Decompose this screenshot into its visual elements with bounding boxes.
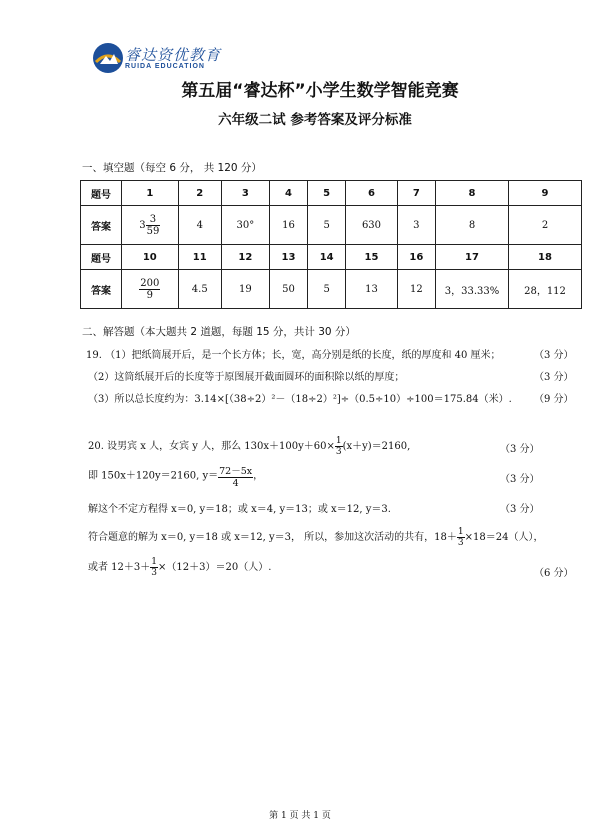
table-row (81, 206, 582, 245)
q19-line-3: （3）所以总长度约为：3.14×[（38÷2）²－（18÷2）²]÷（0.5÷10）÷100＝175.84（米）. (88, 394, 512, 405)
answer-cell: 2 (509, 206, 582, 245)
q20-line-3: 解这个不定方程得 x＝0, y＝18；或 x＝4, y＝13；或 x＝12, y＝3. (88, 504, 391, 515)
logo-name: 睿达资优教育 (125, 46, 222, 64)
page-title: 第五届“睿达杯”小学生数学智能竞赛 (181, 81, 459, 101)
logo-emblem-icon (92, 42, 124, 74)
answer-cell: 5 (308, 206, 346, 245)
page-footer: 第 1 页 共 1 页 (269, 811, 331, 821)
q20-line-1: 20. 设男宾 x 人，女宾 y 人，那么 130x＋100y＋60× $\frac{1}{3}$ (x＋y)＝2160, (88, 436, 411, 457)
answer-cell: 630 (346, 206, 397, 245)
answer-cell: 3 $\frac{3}{59}$ (122, 206, 179, 245)
q20-line-4: 符合题意的解为 x＝0, y＝18 或 x＝12, y＝3， 所以，参加这次活动的共有，18＋ $\frac{1}{3}$ ×18＝24（人）， (88, 527, 544, 548)
question-number: 6 (346, 181, 397, 206)
question-number: 2 (178, 181, 221, 206)
q20-line-2: 即 150x＋120y＝2160, y＝ $\frac{72-5x}{4}$ ， (88, 463, 263, 489)
answer-cell: 5 (308, 270, 346, 309)
q19-line-1: 19. （1）把纸筒展开后，是一个长方体；长，宽，高分别是纸的长度，纸的厚度和 40 厘米； (86, 350, 501, 361)
q19-score-2: （3 分） (534, 372, 574, 383)
table-row (81, 270, 582, 309)
question-number: 16 (397, 245, 435, 270)
question-number: 7 (397, 181, 435, 206)
answer-cell: 16 (269, 206, 307, 245)
q19-score-1: （3 分） (534, 350, 574, 361)
question-number: 15 (346, 245, 397, 270)
row-label: 答案 (81, 206, 122, 245)
answer-table (80, 180, 582, 309)
question-number: 9 (509, 181, 582, 206)
question-number: 1 (122, 181, 179, 206)
section1-heading: 一、填空题（每空 6 分， 共 120 分） (82, 162, 262, 174)
question-number: 4 (269, 181, 307, 206)
q20-score-2: （3 分） (500, 474, 540, 485)
question-number: 3 (221, 181, 269, 206)
answer-cell: 8 (436, 206, 509, 245)
answer-cell: 3 (397, 206, 435, 245)
question-number: 13 (269, 245, 307, 270)
answer-cell: 13 (346, 270, 397, 309)
row-label: 题号 (81, 181, 122, 206)
q20-score-1: （3 分） (500, 444, 540, 455)
q19-score-3: （9 分） (534, 394, 574, 405)
question-number: 10 (122, 245, 179, 270)
q19-line-2: （2）这筒纸展开后的长度等于原图展开截面圆环的面积除以纸的厚度； (88, 372, 405, 383)
q20-score-3: （3 分） (500, 504, 540, 515)
answer-cell: 30° (221, 206, 269, 245)
table-row (81, 245, 582, 270)
q20-line-5: 或者 12＋3＋ $\frac{1}{3}$ ×（12＋3）＝20（人）. (88, 557, 272, 578)
answer-cell: 50 (269, 270, 307, 309)
table-row (81, 181, 582, 206)
row-label: 答案 (81, 270, 122, 309)
answer-cell: 28，112 (509, 270, 582, 309)
answer-cell: $\frac{200}{9}$ (122, 270, 179, 309)
question-number: 18 (509, 245, 582, 270)
question-number: 5 (308, 181, 346, 206)
question-number: 11 (178, 245, 221, 270)
question-number: 17 (436, 245, 509, 270)
page-subtitle: 六年级二试 参考答案及评分标准 (218, 112, 412, 128)
answer-cell: 3，33.33% (436, 270, 509, 309)
answer-cell: 4 (178, 206, 221, 245)
question-number: 8 (436, 181, 509, 206)
answer-cell: 19 (221, 270, 269, 309)
row-label: 题号 (81, 245, 122, 270)
answer-cell: 12 (397, 270, 435, 309)
question-number: 14 (308, 245, 346, 270)
q20-score-5: （6 分） (534, 568, 574, 579)
question-number: 12 (221, 245, 269, 270)
answer-cell: 4.5 (178, 270, 221, 309)
logo-subtitle: RUIDA EDUCATION (125, 63, 205, 70)
section2-heading: 二、解答题（本大题共 2 道题，每题 15 分，共计 30 分） (82, 326, 356, 338)
